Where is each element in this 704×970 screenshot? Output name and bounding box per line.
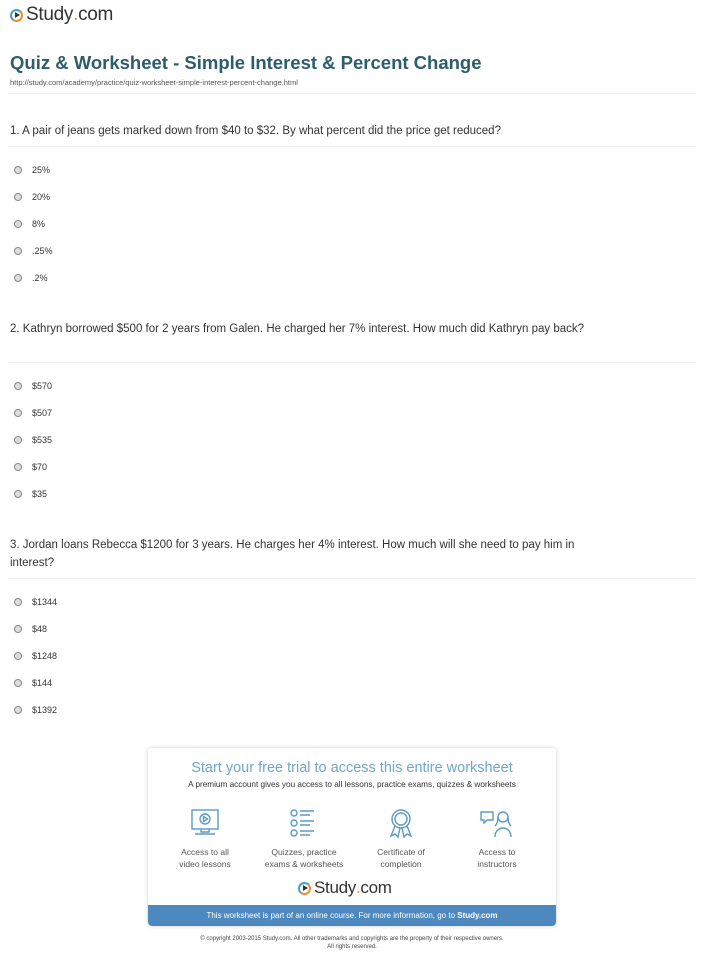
study-logo[interactable]: Study . com (10, 4, 113, 26)
radio-button[interactable] (14, 193, 22, 201)
answer-option[interactable]: 8% (14, 219, 45, 229)
radio-button[interactable] (14, 436, 22, 444)
feature-quizzes: Quizzes, practice exams & worksheets (253, 808, 355, 870)
promo-subtitle: A premium account gives you access to all lessons, practice exams, quizzes & worksheets (188, 780, 516, 789)
radio-button[interactable] (14, 463, 22, 471)
question-2: 2. Kathryn borrowed $500 for 2 years from Galen. He charged her 7% interest. How much did Kathryn pay back? (10, 323, 585, 335)
answer-option[interactable]: $507 (14, 408, 52, 418)
answer-option[interactable]: $70 (14, 462, 47, 472)
divider (8, 146, 696, 147)
radio-button[interactable] (14, 679, 22, 687)
certificate-ribbon-icon (385, 808, 417, 838)
radio-button[interactable] (14, 247, 22, 255)
answer-option[interactable]: 20% (14, 192, 50, 202)
answer-option[interactable]: $1392 (14, 705, 57, 715)
radio-button[interactable] (14, 652, 22, 660)
feature-video-lessons: Access to all video lessons (154, 808, 256, 870)
radio-button[interactable] (14, 166, 22, 174)
radio-button[interactable] (14, 409, 22, 417)
study-logo-footer[interactable]: Study . com (298, 878, 392, 898)
question-1: 1. A pair of jeans gets marked down from $40 to $32. By what percent did the price get reduced? (10, 125, 501, 137)
promo-title: Start your free trial to access this entire worksheet (191, 760, 513, 776)
answer-option[interactable]: $570 (14, 381, 52, 391)
divider (8, 578, 696, 579)
answer-option[interactable]: $144 (14, 678, 52, 688)
feature-certificate: Certificate of completion (350, 808, 452, 870)
page-url: http://study.com/academy/practice/quiz-worksheet-simple-interest-percent-change.html (10, 78, 298, 87)
question-3: 3. Jordan loans Rebecca $1200 for 3 years. He charges her 4% interest. How much will she need to pay him in interest? (10, 539, 575, 569)
answer-option[interactable]: $1344 (14, 597, 57, 607)
answer-option[interactable]: .25% (14, 246, 53, 256)
answer-option[interactable]: $48 (14, 624, 47, 634)
radio-button[interactable] (14, 706, 22, 714)
instructor-chat-icon (479, 808, 515, 838)
promo-box (148, 748, 556, 926)
video-monitor-icon (189, 808, 221, 838)
feature-instructors: Access to instructors (446, 808, 548, 870)
radio-button[interactable] (14, 274, 22, 282)
copyright: © copyright 2003-2015 Study.com. All other trademarks and copyrights are the property of their respective owners. All rights reserved. (200, 936, 504, 950)
play-icon (10, 9, 23, 22)
list-icon (288, 808, 320, 838)
radio-button[interactable] (14, 598, 22, 606)
divider (8, 362, 696, 363)
answer-option[interactable]: 25% (14, 165, 50, 175)
page-title: Quiz & Worksheet - Simple Interest & Percent Change (10, 52, 482, 73)
answer-option[interactable]: .2% (14, 273, 48, 283)
radio-button[interactable] (14, 490, 22, 498)
answer-option[interactable]: $1248 (14, 651, 57, 661)
radio-button[interactable] (14, 220, 22, 228)
radio-button[interactable] (14, 382, 22, 390)
play-icon (298, 882, 311, 895)
answer-option[interactable]: $35 (14, 489, 47, 499)
info-bar: This worksheet is part of an online course. For more information, go to Study.com (148, 905, 556, 926)
study-link[interactable]: Study.com (457, 911, 498, 920)
answer-option[interactable]: $535 (14, 435, 52, 445)
divider (8, 93, 696, 94)
radio-button[interactable] (14, 625, 22, 633)
